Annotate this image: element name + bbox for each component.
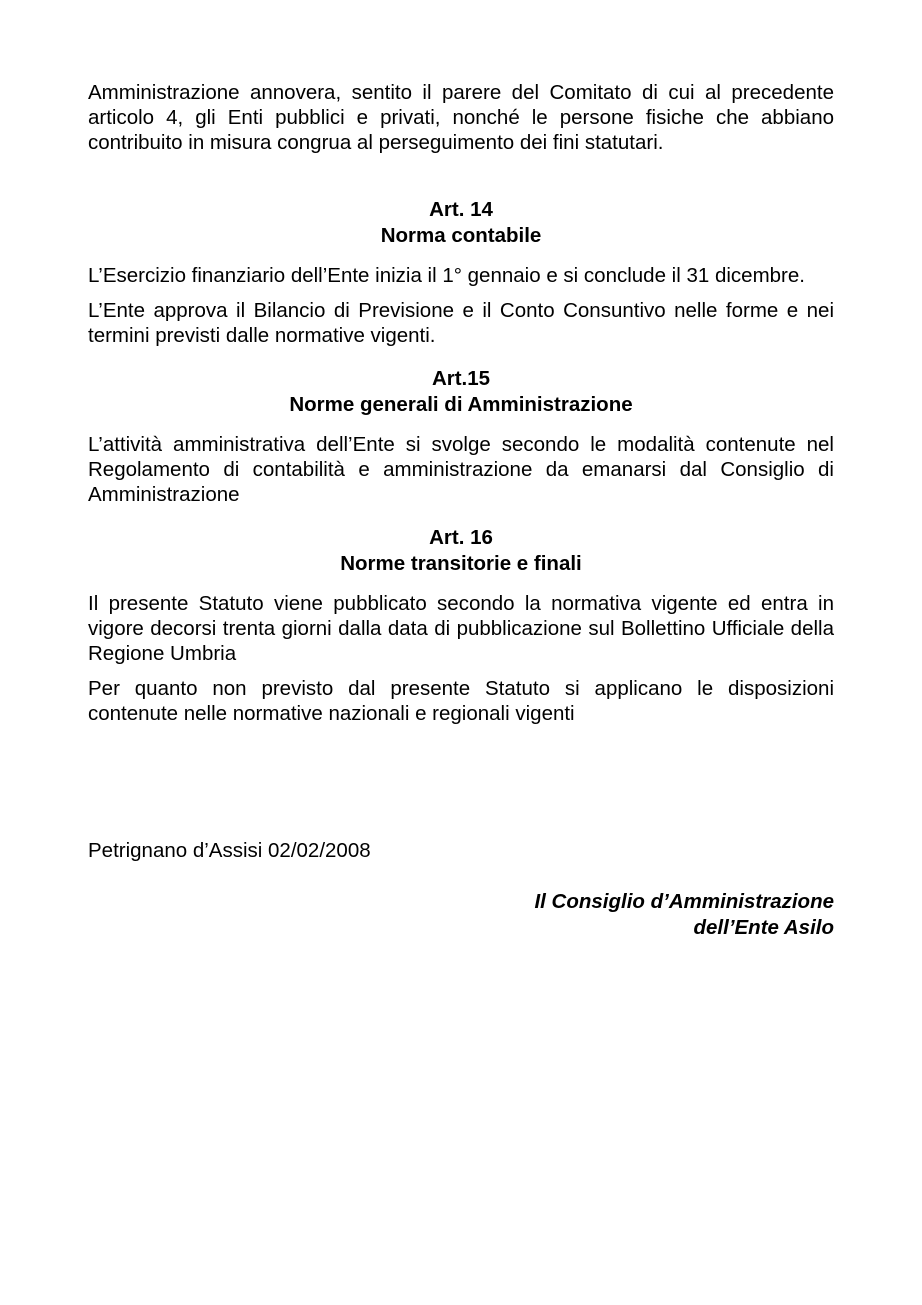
article-number: Art. 14 [429, 198, 493, 221]
article-paragraph: L’Ente approva il Bilancio di Previsione e il Conto Consuntivo nelle forme e nei termini previsti dalle normative vigenti. [88, 299, 834, 347]
intro-paragraph: Amministrazione annovera, sentito il parere del Comitato di cui al precedente articolo 4, gli Enti pubblici e privati, nonché le persone fisiche che abbiano contribuito in misura congrua al perseguimento dei fini statutari. [88, 81, 834, 154]
article-14 [88, 197, 834, 348]
place-date: Petrignano d’Assisi 02/02/2008 [88, 839, 371, 862]
article-paragraph: L’attività amministrativa dell’Ente si svolge secondo le modalità contenute nel Regolamento di contabilità e amministrazione da emanarsi dal Consiglio di Amministrazione [88, 433, 834, 506]
signature-line-1: Il Consiglio d’Amministrazione [534, 890, 834, 913]
signature-block [88, 889, 834, 941]
article-title: Norme generali di Amministrazione [289, 393, 633, 416]
article-title: Norme transitorie e finali [340, 552, 582, 575]
article-paragraph: Per quanto non previsto dal presente Statuto si applicano le disposizioni contenute nelle normative nazionali e regionali vigenti [88, 677, 834, 725]
document-page [88, 80, 834, 941]
article-paragraph: Il presente Statuto viene pubblicato secondo la normativa vigente ed entra in vigore decorsi trenta giorni dalla data di pubblicazione sul Bollettino Ufficiale della Regione Umbria [88, 592, 834, 665]
article-16 [88, 525, 834, 726]
article-number: Art. 16 [429, 526, 493, 549]
article-paragraph: L’Esercizio finanziario dell’Ente inizia il 1° gennaio e si conclude il 31 dicembre. [88, 264, 805, 287]
signature-line-2: dell’Ente Asilo [693, 916, 834, 939]
article-number: Art.15 [431, 367, 491, 390]
article-title: Norma contabile [380, 224, 542, 247]
article-15 [88, 366, 834, 507]
